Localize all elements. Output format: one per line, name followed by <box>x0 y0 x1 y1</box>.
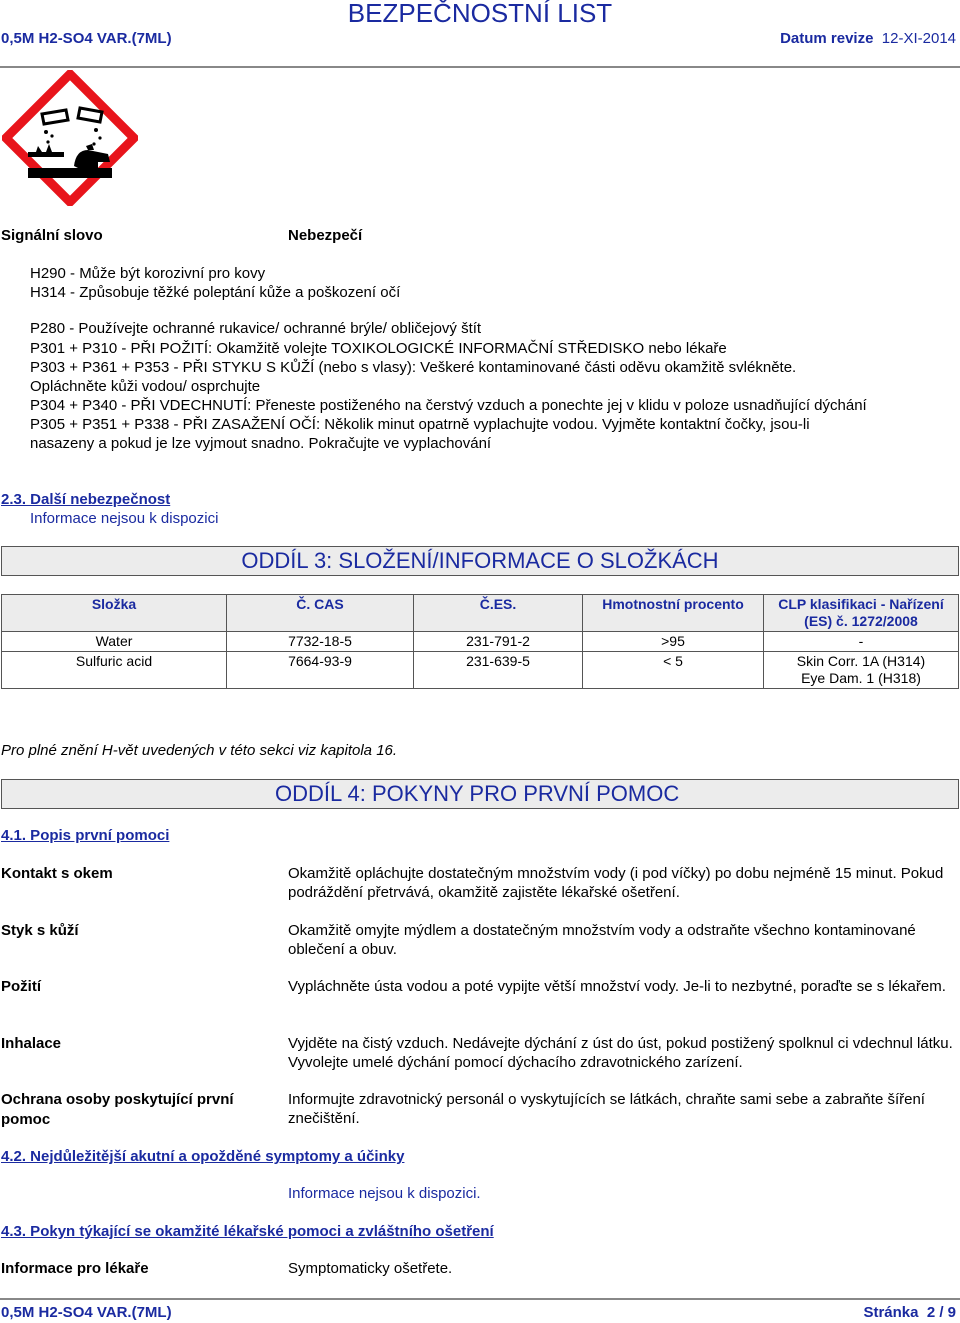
first-aid-text: Okamžitě omyjte mýdlem a dostatečným množstvím vody a odstraňte všechno kontaminované oblečení a obuv. <box>288 922 916 958</box>
cell-clp <box>764 652 959 689</box>
other-hazards-heading: 2.3. Další nebezpečnost <box>1 491 171 508</box>
column-header: CLP klasifikaci - Nařízení (ES) č. 1272/2008 <box>764 595 959 632</box>
page-number: 2 / 9 <box>926 1304 956 1321</box>
cell-ec: 231-639-5 <box>414 652 583 689</box>
doctor-info-text: Symptomaticky ošetřete. <box>288 1260 453 1277</box>
cell-percent: < 5 <box>583 652 764 689</box>
column-header: Složka <box>2 595 227 632</box>
ghs05-corrosive-icon <box>2 70 138 206</box>
cell-cas: 7732-18-5 <box>227 632 414 652</box>
cell-name: Water <box>2 632 227 652</box>
header-product: 0,5M H2-SO4 VAR.(7ML) <box>1 30 172 47</box>
header-divider <box>0 66 960 68</box>
document-title: BEZPEČNOSTNÍ LIST <box>347 0 613 28</box>
cell-clp: - <box>764 632 959 652</box>
first-aid-text: Informujte zdravotnický personál o vyskytujících se látkách, chraňte sami sebe a zabraňte šíření znečištění. <box>288 1091 925 1127</box>
header-revision <box>780 30 956 47</box>
signal-word-label: Signální slovo <box>1 227 103 244</box>
column-header: Hmotnostní procento <box>583 595 764 632</box>
clp-line: Skin Corr. 1A (H314) <box>796 653 926 669</box>
cell-name: Sulfuric acid <box>2 652 227 689</box>
first-aid-heading: 4.1. Popis první pomoci <box>1 827 170 844</box>
symptoms-heading: 4.2. Nejdůležitější akutní a opožděné symptomy a účinky <box>1 1148 405 1165</box>
table-row <box>2 652 959 689</box>
precautionary-statement: P304 + P340 - PŘI VDECHNUTÍ: Přeneste postiženého na čerstvý vzduch a ponechte jej v klidu v poloze usnadňující dýchání <box>30 397 867 414</box>
first-aid-text: Vypláchněte ústa vodou a poté vypijte větší množství vody. Je-li to nezbytné, poraďte se s lékařem. <box>288 978 946 995</box>
first-aid-label: Ochrana osoby poskytující první pomoc <box>1 1091 234 1128</box>
revision-label: Datum revize <box>780 30 874 47</box>
footer-product: 0,5M H2-SO4 VAR.(7ML) <box>1 1304 172 1321</box>
cell-percent: >95 <box>583 632 764 652</box>
footer-page <box>863 1304 956 1321</box>
revision-date: 12-XI-2014 <box>881 30 956 47</box>
precautionary-statement: P305 + P351 + P338 - PŘI ZASAŽENÍ OČÍ: Několik minut opatrně vyplachujte vodou. Vyjměte kontaktní čočky, jsou-li <box>30 416 810 433</box>
precautionary-statement: P301 + P310 - PŘI POŽITÍ: Okamžitě volejte TOXIKOLOGICKÉ INFORMAČNÍ STŘEDISKO nebo lékaře <box>30 340 727 357</box>
doctor-info-label: Informace pro lékaře <box>1 1260 149 1277</box>
footer-divider <box>0 1298 960 1300</box>
table-header-row <box>2 595 959 632</box>
hazard-statement: H314 - Způsobuje těžké poleptání kůže a poškození očí <box>30 284 401 301</box>
first-aid-label: Inhalace <box>1 1035 62 1052</box>
medical-attention-heading: 4.3. Pokyn týkající se okamžité lékařské pomoci a zvláštního ošetření <box>1 1223 494 1240</box>
first-aid-text: Vyjděte na čistý vzduch. Nedávejte dýchání z úst do úst, pokud postižený spolknul ci vdechnul látku. Vyvolejte umelé dýchání pomocí dýchacího zdravotnického zarízení. <box>288 1035 953 1071</box>
precautionary-statement: Opláchněte kůži vodou/ osprchujte <box>30 378 261 395</box>
cell-cas: 7664-93-9 <box>227 652 414 689</box>
table-row <box>2 632 959 652</box>
first-aid-label: Kontakt s okem <box>1 865 113 882</box>
cell-ec: 231-791-2 <box>414 632 583 652</box>
page-label: Stránka <box>863 1304 919 1321</box>
hstatement-note: Pro plné znění H-vět uvedených v této sekci viz kapitola 16. <box>1 742 398 759</box>
composition-table <box>1 594 959 689</box>
section3-title: ODDÍL 3: SLOŽENÍ/INFORMACE O SLOŽKÁCH <box>241 548 719 573</box>
column-header: Č. CAS <box>227 595 414 632</box>
clp-line: Eye Dam. 1 (H318) <box>801 670 921 686</box>
first-aid-text: Okamžitě opláchujte dostatečným množstvím vody (i pod víčky) po dobu nejméně 15 minut. Pokud podráždění přetrvává, okamžitě zajistěte lékařské ošetření. <box>288 865 944 901</box>
precautionary-statement: P303 + P361 + P353 - PŘI STYKU S KŮŽÍ (nebo s vlasy): Veškeré kontaminované části oděvu okamžitě svlékněte. <box>30 359 797 376</box>
hazard-statement: H290 - Může být korozivní pro kovy <box>30 265 266 282</box>
section4-title: ODDÍL 4: POKYNY PRO PRVNÍ POMOC <box>275 781 680 806</box>
first-aid-label: Styk s kůží <box>1 922 79 939</box>
precautionary-statement: nasazeny a pokud je lze vyjmout snadno. Pokračujte ve vyplachování <box>30 435 492 452</box>
column-header: Č.ES. <box>414 595 583 632</box>
signal-word-value: Nebezpečí <box>288 227 363 244</box>
other-hazards-text: Informace nejsou k dispozici <box>30 510 219 527</box>
first-aid-label: Požití <box>1 978 41 995</box>
precautionary-statement: P280 - Používejte ochranné rukavice/ ochranné brýle/ obličejový štít <box>30 320 482 337</box>
symptoms-text: Informace nejsou k dispozici. <box>288 1185 481 1202</box>
